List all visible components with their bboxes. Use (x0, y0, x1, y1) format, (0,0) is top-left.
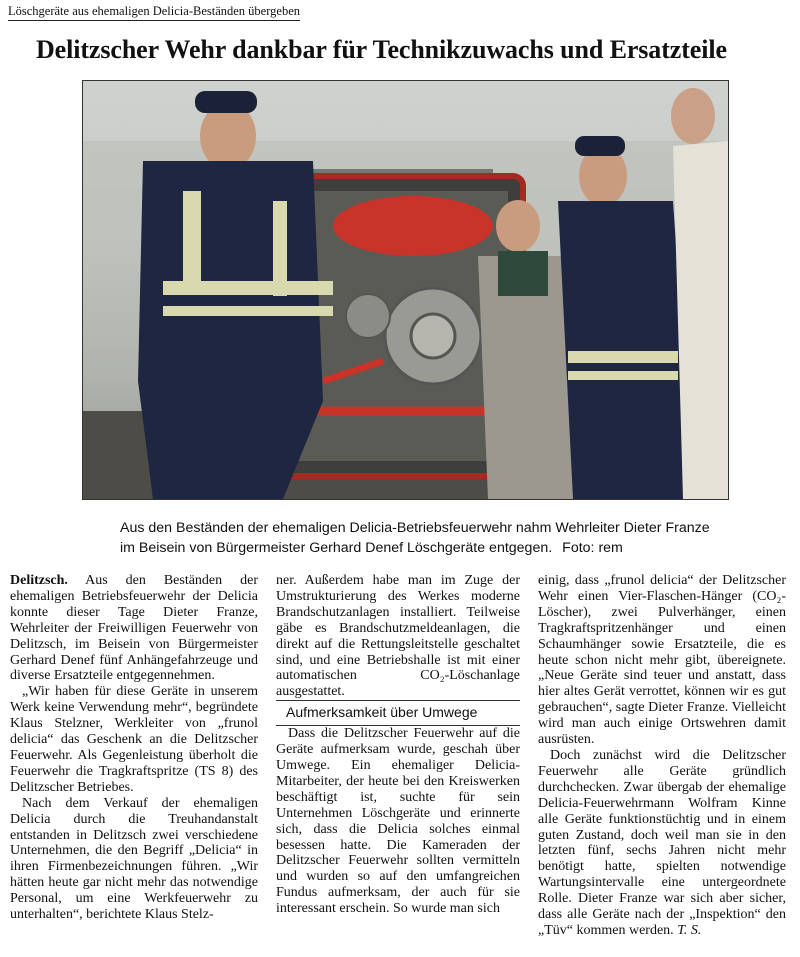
paragraph: Doch zunächst wird die Delitzscher Feuerwehr alle Geräte gründlich durchchecken. Zwar übergab der ehemalige Delicia-Feuerwehrmann Wolfram Kinne alle Geräte funktionstüchtig und in einem guten Zustand, doch weil man sie in den letzten fünf, sechs Jahren nicht mehr benötigt hatte, spielten notwendige Wartungsintervalle eine untergeordnete Rolle. Dieter Franze war sich aber sicher, dass alle Geräte nach der „Inspektion“ den „Tüv“ kommen werden. T. S. (538, 747, 786, 938)
paragraph: Dass die Delitzscher Feuerwehr auf die Geräte aufmerksam wurde, geschah über Umwege. Ein ehemaliger Delicia-Mitarbeiter, der heute bei den Kreiswerken beschäftigt ist, suchte für sein Unternehmen Löschgeräte und erinnerte sich, dass die Delicia solches einmal besessen hatte. Die Kameraden der Delitzscher Feuerwehr sollten vermitteln und wurden so auf den umfangreichen Fundus aufmerksam, der auch für sie interessant erschein. So wurde man sich (276, 726, 520, 917)
headline: Delitzscher Wehr dankbar für Technikzuwachs und Ersatzteile (36, 35, 727, 64)
kicker: Löschgeräte aus ehemaligen Delicia-Beständen übergeben (8, 4, 300, 21)
dateline: Delitzsch. (10, 573, 68, 588)
paragraph: Delitzsch. Aus den Beständen der ehemaligen Betriebsfeuerwehr der Delicia konnte dieser Tage Dieter Franze, Wehrleiter der Freiwilligen Feuerwehr von Delitzsch, im Beisein von Bürgermeister Gerhard Denef fünf Anhängefahrzeuge und diverse Ersatzteile entgegennehmen. (10, 573, 258, 684)
news-photo (82, 80, 729, 500)
paragraph: Nach dem Verkauf der ehemaligen Delicia durch die Treuhandanstalt entstanden in Delitzsch zwei verschiedene Unternehmen, die den Begriff „Delicia“ in ihren Firmenbezeichnungen führen. „Wir hätten heute gar nicht mehr das notwendige Personal, um eine Werkfeuerwehr zu unterhalten“, berichtete Klaus Stelz- (10, 795, 258, 923)
paragraph: einig, dass „frunol delicia“ der Delitzscher Wehr einen Vier-Flaschen-Hänger (CO₂-Löscher), zwei Pulverhänger, einen Tragkraftspritzenhänger und einen Schaumhänger sowie Ersatzteile, die es heute schon nicht mehr gibt, übereignete. „Neue Geräte sind teuer und anstatt, dass hier altes Gerät verrottet, können wir es gut gebrauchen“, sagte Dieter Franze. Vielleicht wird man auch einige Ortswehren damit ausrüsten. (538, 573, 786, 748)
caption-text: Aus den Beständen der ehemaligen Delicia-Betriebsfeuerwehr nahm Wehrleiter Dieter Franze im Beisein von Bürgermeister Gerhard Denef Löschgeräte entgegen. (120, 520, 710, 556)
author-signature: T. S. (677, 922, 702, 938)
photo-caption (120, 518, 726, 558)
subheading: Aufmerksamkeit über Umwege (276, 700, 520, 726)
paragraph: ner. Außerdem habe man im Zuge der Umstrukturierung des Werkes moderne Brandschutzanlagen installiert. Teilweise gäbe es Brandschutzmeldeanlagen, die direkt auf die Rettungsleitstelle geschaltet sind, und eine Betriebshalle ist mit einer automatischen CO₂-Löschanlage ausgestattet. (276, 573, 520, 700)
article-column-1 (10, 573, 258, 923)
paragraph: „Wir haben für diese Geräte in unserem Werk keine Verwendung mehr“, begründete Klaus Stelzner, Werkleiter von „frunol delicia“ das Geschenk an die Delitzscher Feuerwehr. Als Gegenleistung überholt die Feuerwehr die Tragkraftspritze (TS 8) des Delitzscher Betriebes. (10, 684, 258, 795)
photo-credit: Foto: rem (562, 540, 623, 556)
article-column-2 (276, 573, 520, 917)
article-column-3 (538, 573, 786, 939)
